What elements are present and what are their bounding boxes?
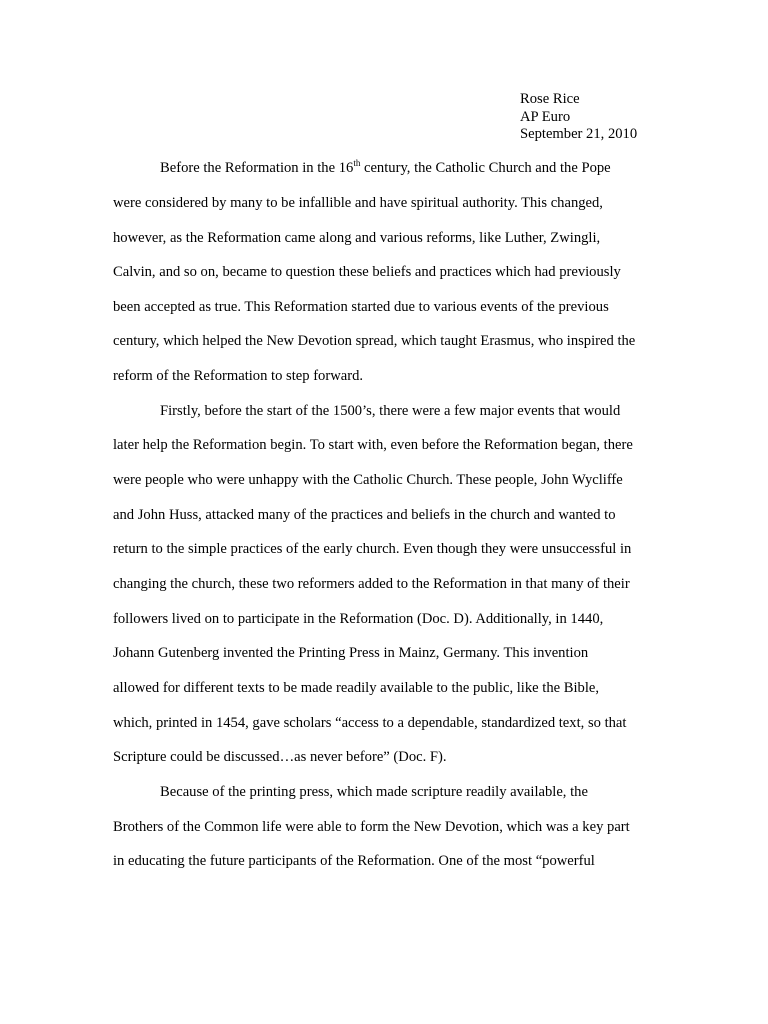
text-line: [160, 159, 611, 177]
essay-date: September 21, 2010: [520, 126, 638, 142]
text-line: were considered by many to be infallible and have spiritual authority. This changed,: [113, 195, 603, 211]
text-line: Scripture could be discussed…as never before” (Doc. F).: [113, 749, 447, 765]
text-line: changing the church, these two reformers added to the Reformation in that many of their: [113, 576, 630, 592]
author-header: [520, 91, 637, 144]
text-line: reform of the Reformation to step forward.: [113, 368, 364, 384]
text-line: return to the simple practices of the early church. Even though they were unsuccessful in: [113, 541, 632, 557]
text-line: Calvin, and so on, became to question these beliefs and practices which had previously: [113, 264, 621, 280]
text-line: were people who were unhappy with the Catholic Church. These people, John Wycliffe: [113, 472, 623, 488]
superscript: th: [353, 158, 361, 169]
author-name: Rose Rice: [520, 91, 580, 107]
text-line: Firstly, before the start of the 1500’s, there were a few major events that would: [160, 403, 621, 419]
text-segment: century, the Catholic Church and the Pope: [360, 160, 611, 176]
text-line: century, which helped the New Devotion spread, which taught Erasmus, who inspired the: [113, 333, 636, 349]
text-line: which, printed in 1454, gave scholars “access to a dependable, standardized text, so that: [113, 715, 627, 731]
text-line: and John Huss, attacked many of the practices and beliefs in the church and wanted to: [113, 507, 616, 523]
text-line: allowed for different texts to be made readily available to the public, like the Bible,: [113, 680, 600, 696]
text-line: in educating the future participants of the Reformation. One of the most “powerful: [113, 853, 595, 869]
text-line: followers lived on to participate in the Reformation (Doc. D). Additionally, in 1440,: [113, 611, 604, 627]
course-name: AP Euro: [520, 108, 571, 125]
text-line: been accepted as true. This Reformation started due to various events of the previous: [113, 299, 609, 315]
text-line: Because of the printing press, which made scripture readily available, the: [160, 784, 588, 800]
text-line: however, as the Reformation came along and various reforms, like Luther, Zwingli,: [113, 230, 601, 246]
text-line: Johann Gutenberg invented the Printing Press in Mainz, Germany. This invention: [113, 645, 589, 661]
text-segment: Before the Reformation in the 16: [160, 160, 354, 176]
text-line: Brothers of the Common life were able to form the New Devotion, which was a key part: [113, 819, 630, 835]
text-line: later help the Reformation begin. To start with, even before the Reformation began, there: [113, 437, 633, 453]
